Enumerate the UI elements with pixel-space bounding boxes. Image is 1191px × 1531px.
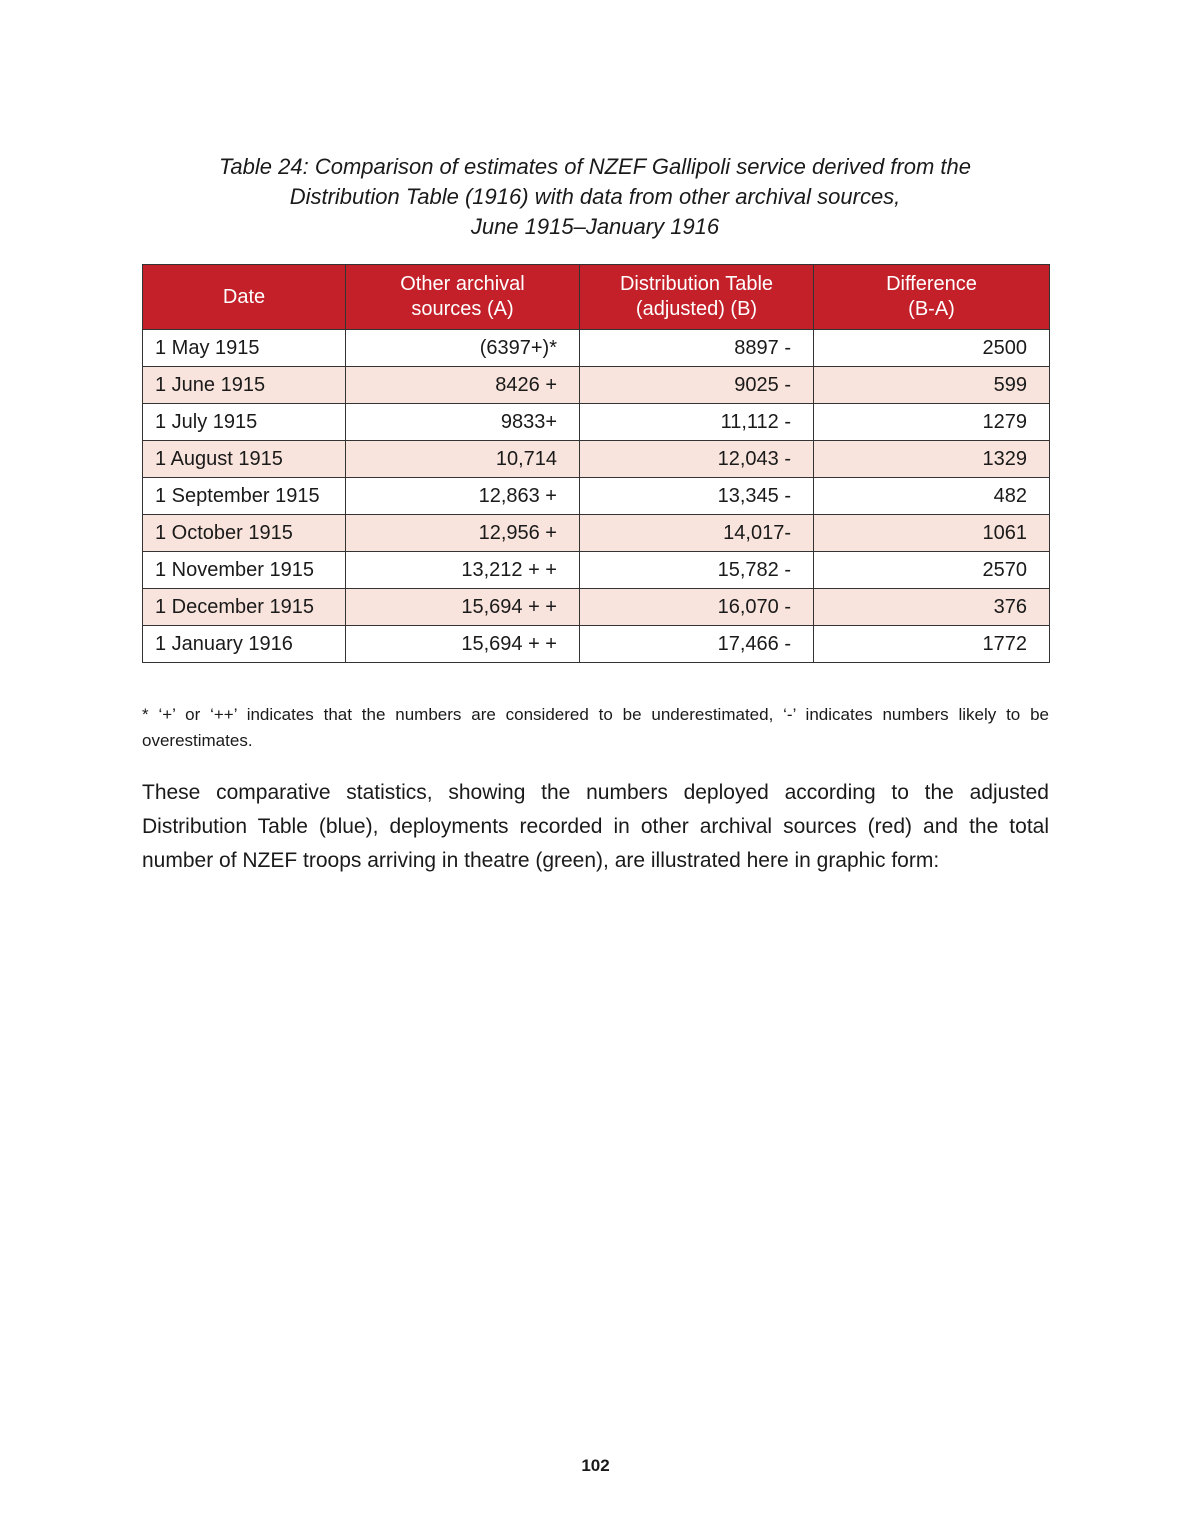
cell-distribution-table: 8897 - [580,330,814,367]
cell-date: 1 May 1915 [143,330,346,367]
cell-difference: 1772 [814,626,1050,663]
cell-date: 1 January 1916 [143,626,346,663]
header-other-line-2: sources (A) [411,298,514,320]
cell-other-sources: (6397+)* [346,330,580,367]
caption-line-2: Distribution Table (1916) with data from other archival sources, [289,184,901,209]
table-row [143,330,1050,367]
cell-difference: 1329 [814,441,1050,478]
table-header-row [143,265,1050,330]
header-diff-line-1: Difference [886,273,977,295]
table-row [143,367,1050,404]
cell-distribution-table: 15,782 - [580,552,814,589]
cell-difference: 1061 [814,515,1050,552]
table-row [143,552,1050,589]
header-other-line-1: Other archival [400,273,525,295]
cell-other-sources: 15,694 + + [346,626,580,663]
cell-difference: 599 [814,367,1050,404]
cell-other-sources: 13,212 + + [346,552,580,589]
header-difference [814,265,1050,330]
cell-other-sources: 12,956 + [346,515,580,552]
table-row [143,478,1050,515]
cell-difference: 1279 [814,404,1050,441]
table-row [143,515,1050,552]
page-number: 102 [581,1456,610,1475]
cell-difference: 2570 [814,552,1050,589]
cell-distribution-table: 16,070 - [580,589,814,626]
cell-other-sources: 8426 + [346,367,580,404]
header-other-archival-sources [346,265,580,330]
table-row [143,441,1050,478]
cell-other-sources: 12,863 + [346,478,580,515]
table-caption [142,152,1048,242]
caption-line-3: June 1915–January 1916 [470,214,720,239]
cell-distribution-table: 11,112 - [580,404,814,441]
cell-date: 1 November 1915 [143,552,346,589]
comparison-table [142,264,1050,663]
header-distribution-table [580,265,814,330]
cell-difference: 2500 [814,330,1050,367]
cell-distribution-table: 9025 - [580,367,814,404]
cell-distribution-table: 12,043 - [580,441,814,478]
cell-date: 1 August 1915 [143,441,346,478]
caption-line-1: Table 24: Comparison of estimates of NZEF Gallipoli service derived from the [219,154,971,179]
cell-distribution-table: 13,345 - [580,478,814,515]
cell-date: 1 October 1915 [143,515,346,552]
table-row [143,589,1050,626]
table-row [143,626,1050,663]
cell-date: 1 December 1915 [143,589,346,626]
cell-other-sources: 10,714 [346,441,580,478]
header-date-label: Date [222,285,266,308]
table-row [143,404,1050,441]
table-footnote: * ‘+’ or ‘++’ indicates that the numbers are considered to be underestimated, ‘-’ indicates numbers likely to be overestimates. [142,705,1049,750]
header-date [143,265,346,330]
cell-date: 1 July 1915 [143,404,346,441]
header-diff-line-2: (B-A) [908,298,955,320]
body-paragraph: These comparative statistics, showing the numbers deployed according to the adjusted Distribution Table (blue), deployments recorded in other archival sources (red) and the total number of NZEF troops arriving in theatre (green), are illustrated here in graphic form: [142,781,1049,872]
cell-date: 1 June 1915 [143,367,346,404]
header-dist-line-2: (adjusted) (B) [635,298,758,320]
cell-distribution-table: 17,466 - [580,626,814,663]
cell-other-sources: 15,694 + + [346,589,580,626]
cell-other-sources: 9833+ [346,404,580,441]
header-dist-line-1: Distribution Table [619,273,774,295]
cell-distribution-table: 14,017- [580,515,814,552]
cell-difference: 482 [814,478,1050,515]
cell-date: 1 September 1915 [143,478,346,515]
cell-difference: 376 [814,589,1050,626]
